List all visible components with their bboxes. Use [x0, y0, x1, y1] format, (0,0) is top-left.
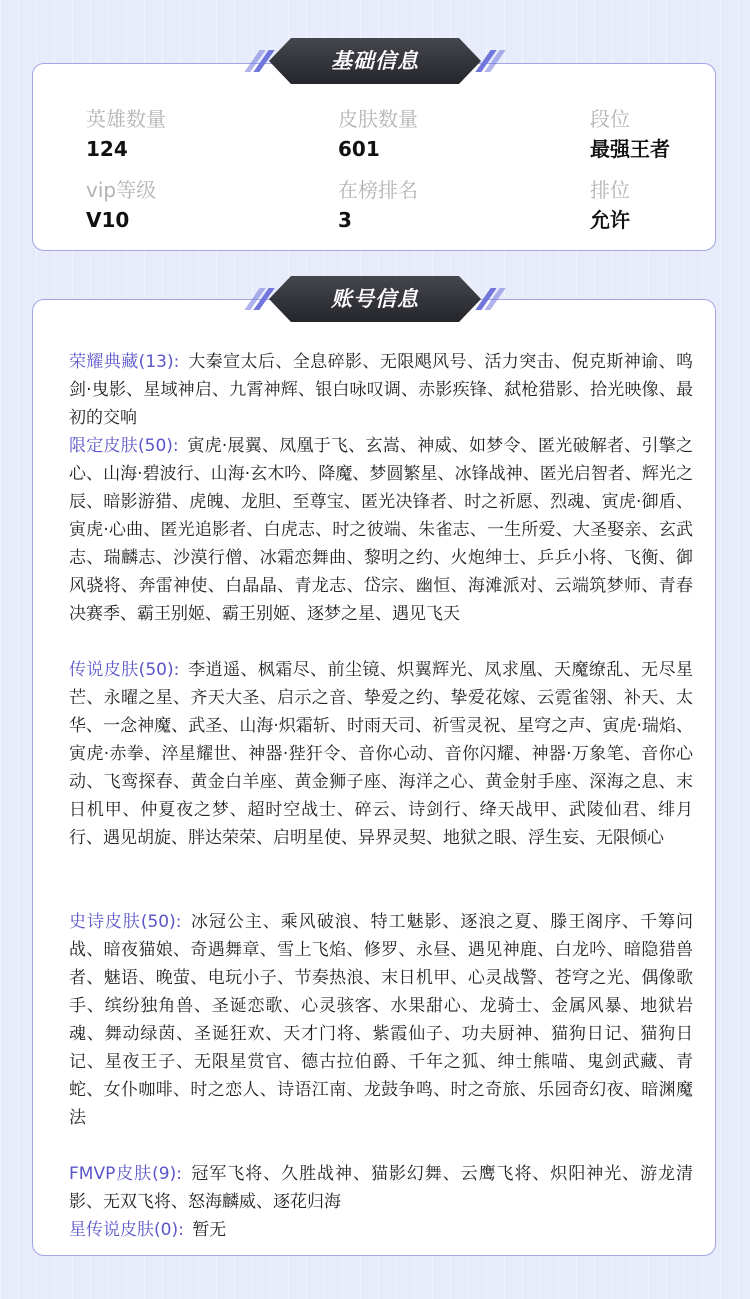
skin-category-epic	[69, 908, 693, 1132]
stat-skin-count	[338, 106, 418, 162]
skin-category-star-legend	[69, 1216, 693, 1244]
stat-label: vip等级	[86, 178, 157, 202]
category-name: 星传说皮肤(0):	[69, 1220, 184, 1240]
stat-label: 在榜排名	[338, 178, 418, 202]
stat-label: 皮肤数量	[338, 107, 418, 131]
skin-section-group-1	[69, 348, 693, 628]
basic-info-card	[32, 63, 716, 251]
skin-section-group-4	[69, 1160, 693, 1244]
skin-category-fmvp	[69, 1160, 693, 1216]
skin-category-glory-collection	[69, 348, 693, 432]
basic-info-banner	[247, 38, 503, 86]
category-items: 李逍遥、枫霜尽、前尘镜、炽翼辉光、凤求凰、天魔缭乱、无尽星芒、永曜之星、齐天大圣、启示之音、挚爱之约、挚爱花嫁、云霓雀翎、补天、太华、一念神魔、武圣、山海·炽霜斩、时雨天司、祈雪灵祝、星穹之声、寅虎·瑞焰、寅虎·赤拳、淬星耀世、神器·狴犴令、音你心动、音你闪耀、神器·万象笔、音你心动、飞鸾探春、黄金白羊座、黄金狮子座、海洋之心、黄金射手座、深海之息、末日机甲、仲夏夜之梦、超时空战士、碎云、诗剑行、绛天战甲、武陵仙君、绯月行、遇见胡旋、胖达荣荣、启明星使、异界灵契、地狱之眼、浮生妄、无限倾心	[69, 660, 694, 848]
stat-vip-level	[86, 177, 156, 233]
stat-label: 段位	[590, 107, 630, 131]
category-name: FMVP皮肤(9):	[69, 1164, 182, 1184]
category-items: 冰冠公主、乘风破浪、特工魅影、逐浪之夏、滕王阁序、千筹问战、暗夜猫娘、奇遇舞章、雪上飞焰、修罗、永昼、遇见神鹿、白龙吟、暗隐猎兽者、魅语、晚萤、电玩小子、节奏热浪、末日机甲、心灵战警、苍穹之光、偶像歌手、缤纷独角兽、圣诞恋歌、心灵骇客、水果甜心、龙骑士、金属风暴、地狱岩魂、舞动绿茵、圣诞狂欢、天才门将、紫霞仙子、功夫厨神、猫狗日记、猫狗日记、星夜王子、无限星赏官、德古拉伯爵、千年之狐、绅士熊喵、鬼剑武藏、青蛇、女仆咖啡、时之恋人、诗语江南、龙鼓争鸣、时之奇旅、乐园奇幻夜、暗渊魔法	[69, 912, 693, 1128]
category-name: 荣耀典藏(13):	[69, 352, 180, 372]
stat-leaderboard-rank	[338, 177, 418, 233]
category-name: 传说皮肤(50):	[69, 660, 180, 680]
stat-value: 3	[338, 208, 352, 232]
category-items: 寅虎·展翼、凤凰于飞、玄嵩、神威、如梦令、匿光破解者、引擎之心、山海·碧波行、山海·玄木吟、降魔、梦圆繁星、冰锋战神、匿光启智者、辉光之辰、暗影游猎、虎魄、龙胆、至尊宝、匿光决锋者、时之祈愿、烈魂、寅虎·御盾、寅虎·心曲、匿光追影者、白虎志、时之彼端、朱雀志、一生所爱、大圣娶亲、玄武志、瑞麟志、沙漠行僧、冰霜恋舞曲、黎明之约、火炮绅士、乒乒小将、飞衡、御风骁将、奔雷神使、白晶晶、青龙志、岱宗、幽恒、海滩派对、云端筑梦师、青春决赛季、霸王别姬、霸王别姬、逐梦之星、遇见飞天	[69, 436, 693, 624]
skin-section-group-3	[69, 908, 693, 1132]
stat-label: 排位	[590, 178, 630, 202]
stat-hero-count	[86, 106, 166, 162]
skin-category-limited	[69, 432, 693, 628]
stat-value: 允许	[590, 208, 630, 232]
stat-ranked-allowed	[590, 177, 630, 233]
stat-label: 英雄数量	[86, 107, 166, 131]
category-name: 史诗皮肤(50):	[69, 912, 182, 932]
section-title: 账号信息	[331, 287, 419, 311]
stat-value: 124	[86, 137, 128, 161]
skin-category-legendary	[69, 656, 693, 852]
category-items: 大秦宣太后、全息碎影、无限飓风号、活力突击、倪克斯神谕、鸣剑·曳影、星域神启、九霄神辉、银白咏叹调、赤影疾锋、弑枪猎影、拾光映像、最初的交响	[69, 352, 694, 428]
stat-value: 601	[338, 137, 380, 161]
account-info-banner	[247, 276, 503, 324]
stat-value: 最强王者	[590, 137, 670, 161]
skin-section-group-2	[69, 656, 693, 852]
section-title: 基础信息	[331, 49, 419, 73]
stat-rank-tier	[590, 106, 670, 162]
category-items: 暂无	[192, 1220, 227, 1240]
category-name: 限定皮肤(50):	[69, 436, 179, 456]
category-items: 冠军飞将、久胜战神、猫影幻舞、云鹰飞将、炽阳神光、游龙清影、无双飞将、怒海麟威、逐花归海	[69, 1164, 694, 1212]
stat-value: V10	[86, 208, 130, 232]
